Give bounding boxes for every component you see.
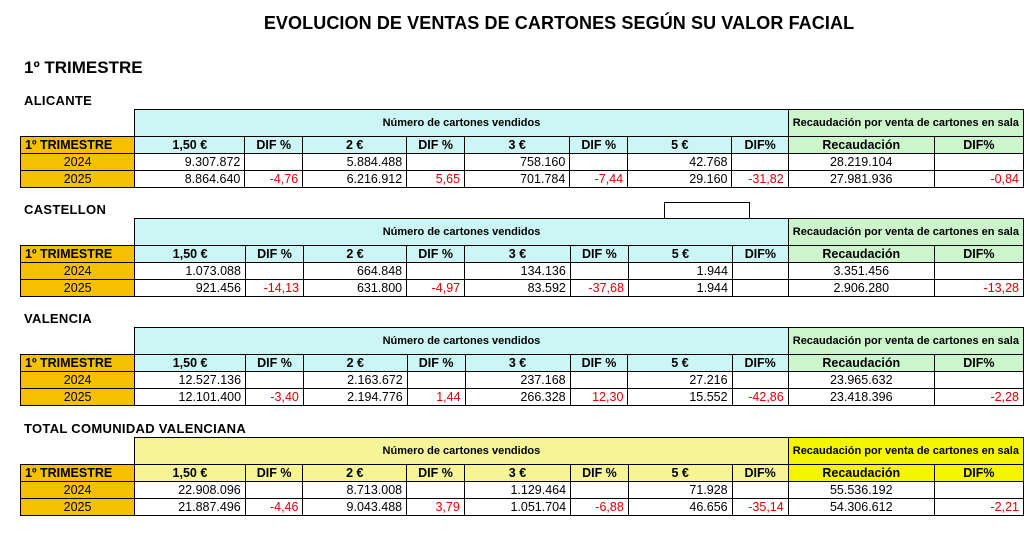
col-3: 3 €	[465, 355, 570, 372]
value-recaudacion: 3.351.456	[788, 263, 934, 280]
dif-5: -35,14	[732, 499, 788, 516]
col-dif-150: DIF %	[245, 465, 303, 482]
table-row	[21, 499, 1024, 516]
value-3: 237.168	[465, 372, 570, 389]
cartons-band-header: Número de cartones vendidos	[135, 438, 789, 465]
report-title: EVOLUCION DE VENTAS DE CARTONES SEGÚN SU VALOR FACIAL	[263, 13, 855, 33]
dif-recaudacion	[934, 263, 1023, 280]
col-dif-recaudacion: DIF%	[934, 246, 1023, 263]
col-3: 3 €	[465, 137, 570, 154]
value-recaudacion: 28.219.104	[788, 154, 934, 171]
col-dif-150: DIF %	[245, 246, 303, 263]
table-row	[21, 280, 1024, 297]
col-dif-3: DIF %	[570, 137, 628, 154]
value-recaudacion: 23.418.396	[788, 389, 934, 406]
table-row	[21, 154, 1024, 171]
value-2: 631.800	[304, 280, 407, 297]
row-label-header: 1º TRIMESTRE	[21, 246, 135, 263]
dif-150: -4,46	[245, 499, 303, 516]
col-dif-5: DIF%	[732, 355, 788, 372]
value-150: 921.456	[135, 280, 246, 297]
value-150: 8.864.640	[135, 171, 245, 188]
row-label-header: 1º TRIMESTRE	[21, 355, 135, 372]
recaudacion-band-header: Recaudación por venta de cartones en sala	[788, 438, 1023, 465]
table-row	[21, 389, 1024, 406]
col-recaudacion: Recaudación	[788, 137, 934, 154]
dif-5	[732, 482, 788, 499]
col-dif-5: DIF%	[732, 246, 788, 263]
row-label-header: 1º TRIMESTRE	[21, 465, 135, 482]
col-dif-5: DIF%	[732, 137, 788, 154]
dif-2: -4,97	[407, 280, 465, 297]
dif-5	[732, 263, 788, 280]
dif-3	[570, 372, 628, 389]
col-recaudacion: Recaudación	[788, 465, 934, 482]
dif-3	[570, 154, 628, 171]
col-dif-3: DIF %	[570, 355, 628, 372]
value-2: 664.848	[304, 263, 407, 280]
value-150: 1.073.088	[135, 263, 246, 280]
section-name: ALICANTE	[24, 93, 93, 108]
dif-recaudacion: -2,21	[934, 499, 1023, 516]
col-dif-3: DIF %	[570, 246, 628, 263]
col-2: 2 €	[303, 355, 407, 372]
year-cell: 2025	[21, 389, 135, 406]
value-2: 9.043.488	[303, 499, 407, 516]
col-dif-2: DIF %	[407, 355, 465, 372]
dif-150	[245, 263, 303, 280]
dif-2	[407, 154, 465, 171]
recaudacion-band-header: Recaudación por venta de cartones en sala	[788, 328, 1023, 355]
value-5: 29.160	[628, 171, 732, 188]
col-recaudacion: Recaudación	[788, 246, 934, 263]
table-row	[21, 372, 1024, 389]
sales-table	[20, 327, 1024, 406]
col-2: 2 €	[304, 246, 407, 263]
col-dif-recaudacion: DIF%	[934, 465, 1023, 482]
value-5: 27.216	[628, 372, 732, 389]
dif-150: -4,76	[245, 171, 303, 188]
section-name: VALENCIA	[24, 311, 92, 326]
col-dif-2: DIF %	[407, 137, 465, 154]
dif-2	[407, 263, 465, 280]
year-cell: 2025	[21, 499, 135, 516]
value-150: 21.887.496	[135, 499, 246, 516]
col-5: 5 €	[628, 246, 732, 263]
dif-150: -14,13	[245, 280, 303, 297]
col-150: 1,50 €	[135, 137, 245, 154]
cartons-band-header: Número de cartones vendidos	[135, 328, 789, 355]
col-150: 1,50 €	[135, 355, 246, 372]
col-150: 1,50 €	[135, 246, 246, 263]
value-3: 1.129.464	[464, 482, 570, 499]
dif-recaudacion	[934, 154, 1023, 171]
value-2: 2.163.672	[303, 372, 407, 389]
sales-table	[20, 218, 1024, 297]
value-2: 2.194.776	[303, 389, 407, 406]
col-150: 1,50 €	[135, 465, 246, 482]
dif-3: -6,88	[571, 499, 629, 516]
dif-5	[732, 154, 788, 171]
value-3: 758.160	[465, 154, 570, 171]
col-dif-recaudacion: DIF%	[934, 137, 1023, 154]
recaudacion-band-header: Recaudación por venta de cartones en sala	[788, 219, 1023, 246]
col-dif-recaudacion: DIF%	[934, 355, 1023, 372]
dif-recaudacion: -0,84	[934, 171, 1023, 188]
col-dif-150: DIF %	[246, 355, 304, 372]
value-5: 1.944	[628, 280, 732, 297]
sales-table	[20, 109, 1024, 188]
year-cell: 2025	[21, 280, 135, 297]
col-2: 2 €	[303, 465, 407, 482]
col-5: 5 €	[628, 355, 732, 372]
sales-table	[20, 437, 1024, 516]
value-recaudacion: 2.906.280	[788, 280, 934, 297]
value-150: 12.527.136	[135, 372, 246, 389]
col-dif-5: DIF%	[732, 465, 788, 482]
value-150: 9.307.872	[135, 154, 245, 171]
value-recaudacion: 55.536.192	[788, 482, 934, 499]
dif-2: 1,44	[407, 389, 465, 406]
col-dif-2: DIF %	[407, 465, 465, 482]
year-cell: 2024	[21, 372, 135, 389]
year-cell: 2024	[21, 154, 135, 171]
dif-3: -7,44	[570, 171, 628, 188]
year-cell: 2024	[21, 482, 135, 499]
value-3: 83.592	[465, 280, 571, 297]
value-3: 134.136	[465, 263, 571, 280]
value-2: 8.713.008	[303, 482, 407, 499]
value-5: 15.552	[628, 389, 732, 406]
section-name: TOTAL COMUNIDAD VALENCIANA	[24, 421, 247, 436]
col-recaudacion: Recaudación	[788, 355, 934, 372]
value-recaudacion: 27.981.936	[788, 171, 934, 188]
dif-5: -31,82	[732, 171, 788, 188]
dif-5	[732, 372, 788, 389]
col-3: 3 €	[464, 465, 570, 482]
col-dif-150: DIF %	[245, 137, 303, 154]
table-row	[21, 263, 1024, 280]
dif-2: 5,65	[407, 171, 465, 188]
value-2: 6.216.912	[303, 171, 407, 188]
dif-3	[571, 482, 629, 499]
cartons-band-header: Número de cartones vendidos	[135, 110, 788, 137]
cartons-band-header: Número de cartones vendidos	[135, 219, 788, 246]
dif-150	[246, 372, 304, 389]
dif-recaudacion: -2,28	[934, 389, 1023, 406]
value-3: 701.784	[465, 171, 570, 188]
value-2: 5.884.488	[303, 154, 407, 171]
dif-2	[407, 482, 465, 499]
col-2: 2 €	[303, 137, 407, 154]
col-dif-3: DIF %	[571, 465, 629, 482]
value-5: 1.944	[628, 263, 732, 280]
year-cell: 2024	[21, 263, 135, 280]
value-recaudacion: 54.306.612	[788, 499, 934, 516]
dif-5: -42,86	[732, 389, 788, 406]
dif-150	[245, 154, 303, 171]
dif-5	[732, 280, 788, 297]
dif-2	[407, 372, 465, 389]
dif-3: 12,30	[570, 389, 628, 406]
col-dif-2: DIF %	[407, 246, 465, 263]
dif-150: -3,40	[246, 389, 304, 406]
dif-recaudacion	[934, 482, 1023, 499]
period-heading: 1º TRIMESTRE	[24, 58, 143, 77]
dif-3: -37,68	[570, 280, 628, 297]
dif-3	[570, 263, 628, 280]
table-row	[21, 171, 1024, 188]
value-5: 42.768	[628, 154, 732, 171]
section-name: CASTELLON	[24, 202, 107, 217]
dif-150	[245, 482, 303, 499]
value-recaudacion: 23.965.632	[788, 372, 934, 389]
col-3: 3 €	[465, 246, 571, 263]
value-5: 46.656	[628, 499, 732, 516]
value-3: 266.328	[465, 389, 570, 406]
recaudacion-band-header: Recaudación por venta de cartones en sala	[788, 110, 1023, 137]
dif-recaudacion: -13,28	[934, 280, 1023, 297]
year-cell: 2025	[21, 171, 135, 188]
row-label-header: 1º TRIMESTRE	[21, 137, 135, 154]
dif-recaudacion	[934, 372, 1023, 389]
table-row	[21, 482, 1024, 499]
col-5: 5 €	[628, 465, 732, 482]
value-5: 71.928	[628, 482, 732, 499]
value-150: 22.908.096	[135, 482, 246, 499]
empty-cell-box	[664, 202, 750, 219]
col-5: 5 €	[628, 137, 732, 154]
value-150: 12.101.400	[135, 389, 246, 406]
value-3: 1.051.704	[464, 499, 570, 516]
dif-2: 3,79	[407, 499, 465, 516]
